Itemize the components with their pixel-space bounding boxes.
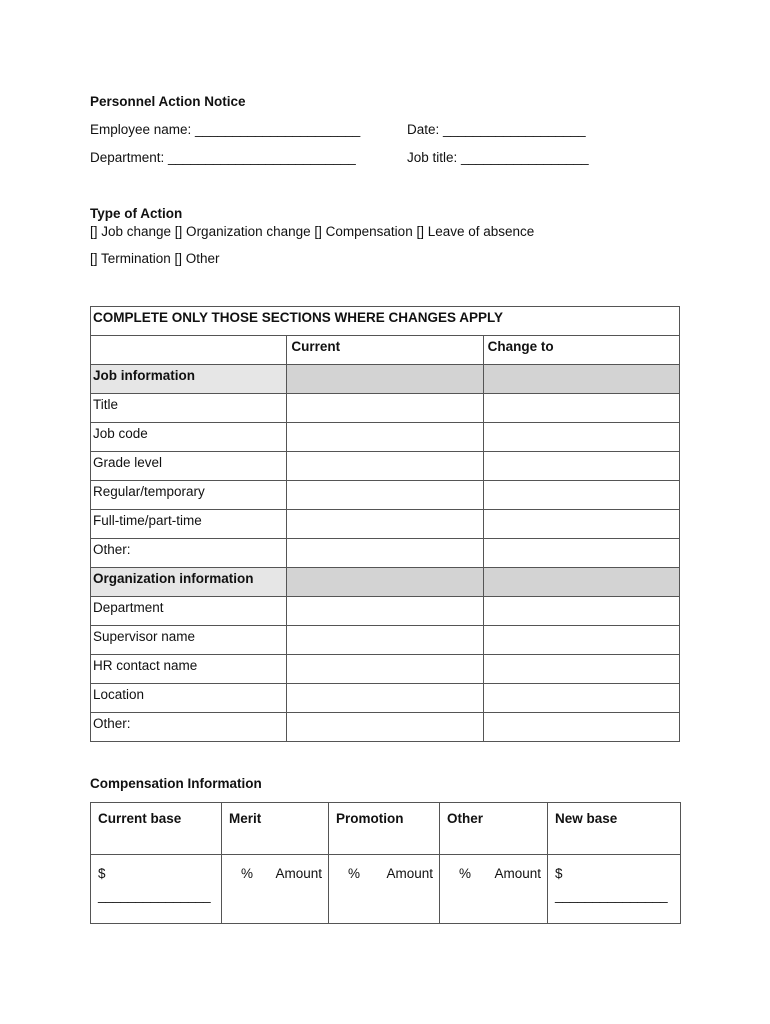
section-cell [287, 365, 483, 394]
action-options-line1[interactable]: [] Job change [] Organization change [] Compensation [] Leave of absence [90, 224, 535, 239]
row-label: HR contact name [91, 655, 287, 684]
row-label: Location [91, 684, 287, 713]
row-label: Supervisor name [91, 626, 287, 655]
current-cell[interactable] [287, 481, 483, 510]
change-to-cell[interactable] [483, 655, 679, 684]
job-section-label: Job information [91, 365, 287, 394]
promotion-cell[interactable] [329, 855, 440, 924]
amount-label: Amount [275, 866, 322, 881]
col-current: Current [287, 336, 483, 365]
change-to-cell[interactable] [483, 481, 679, 510]
new-base-cell[interactable] [548, 855, 681, 924]
dollar-sign: $ [98, 866, 106, 881]
row-label: Job code [91, 423, 287, 452]
current-cell[interactable] [287, 539, 483, 568]
change-to-cell[interactable] [483, 626, 679, 655]
change-to-cell[interactable] [483, 597, 679, 626]
change-to-cell[interactable] [483, 539, 679, 568]
dollar-sign: $ [555, 866, 563, 881]
current-cell[interactable] [287, 713, 483, 742]
current-base-cell[interactable] [91, 855, 222, 924]
row-label: Full-time/part-time [91, 510, 287, 539]
department-field[interactable]: Department: _________________________ [90, 150, 356, 165]
change-to-cell[interactable] [483, 684, 679, 713]
org-section-label: Organization information [91, 568, 287, 597]
col-merit: Merit [222, 803, 329, 855]
col-change-to: Change to [483, 336, 679, 365]
job-title-field[interactable]: Job title: _________________ [407, 150, 589, 165]
employee-name-field[interactable]: Employee name: ______________________ [90, 122, 361, 137]
row-label: Other: [91, 713, 287, 742]
change-to-cell[interactable] [483, 510, 679, 539]
compensation-heading: Compensation Information [90, 776, 262, 791]
change-to-cell[interactable] [483, 452, 679, 481]
change-to-cell[interactable] [483, 713, 679, 742]
current-cell[interactable] [287, 597, 483, 626]
current-cell[interactable] [287, 510, 483, 539]
date-field[interactable]: Date: ___________________ [407, 122, 586, 137]
current-cell[interactable] [287, 626, 483, 655]
other-cell[interactable] [440, 855, 548, 924]
col-promotion: Promotion [329, 803, 440, 855]
blank-line: _______________ [98, 888, 211, 903]
amount-label: Amount [494, 866, 541, 881]
changes-table [90, 306, 680, 742]
current-cell[interactable] [287, 423, 483, 452]
col-new-base: New base [548, 803, 681, 855]
row-label: Department [91, 597, 287, 626]
percent-label: % [348, 866, 361, 881]
change-to-cell[interactable] [483, 423, 679, 452]
row-label: Grade level [91, 452, 287, 481]
section-cell [483, 568, 679, 597]
changes-table-header: COMPLETE ONLY THOSE SECTIONS WHERE CHANGES APPLY [91, 307, 680, 336]
merit-cell[interactable] [222, 855, 329, 924]
current-cell[interactable] [287, 394, 483, 423]
col-other: Other [440, 803, 548, 855]
amount-label: Amount [386, 866, 433, 881]
action-options-line2[interactable]: [] Termination [] Other [90, 251, 220, 266]
percent-label: % [241, 866, 254, 881]
blank-header-cell [91, 336, 287, 365]
current-cell[interactable] [287, 452, 483, 481]
form-title: Personnel Action Notice [90, 94, 246, 109]
percent-label: % [459, 866, 472, 881]
row-label: Regular/temporary [91, 481, 287, 510]
section-cell [287, 568, 483, 597]
current-cell[interactable] [287, 655, 483, 684]
change-to-cell[interactable] [483, 394, 679, 423]
current-cell[interactable] [287, 684, 483, 713]
action-type-heading: Type of Action [90, 206, 183, 221]
compensation-table [90, 802, 681, 924]
row-label: Other: [91, 539, 287, 568]
col-current-base: Current base [91, 803, 222, 855]
row-label: Title [91, 394, 287, 423]
section-cell [483, 365, 679, 394]
blank-line: _______________ [555, 888, 668, 903]
